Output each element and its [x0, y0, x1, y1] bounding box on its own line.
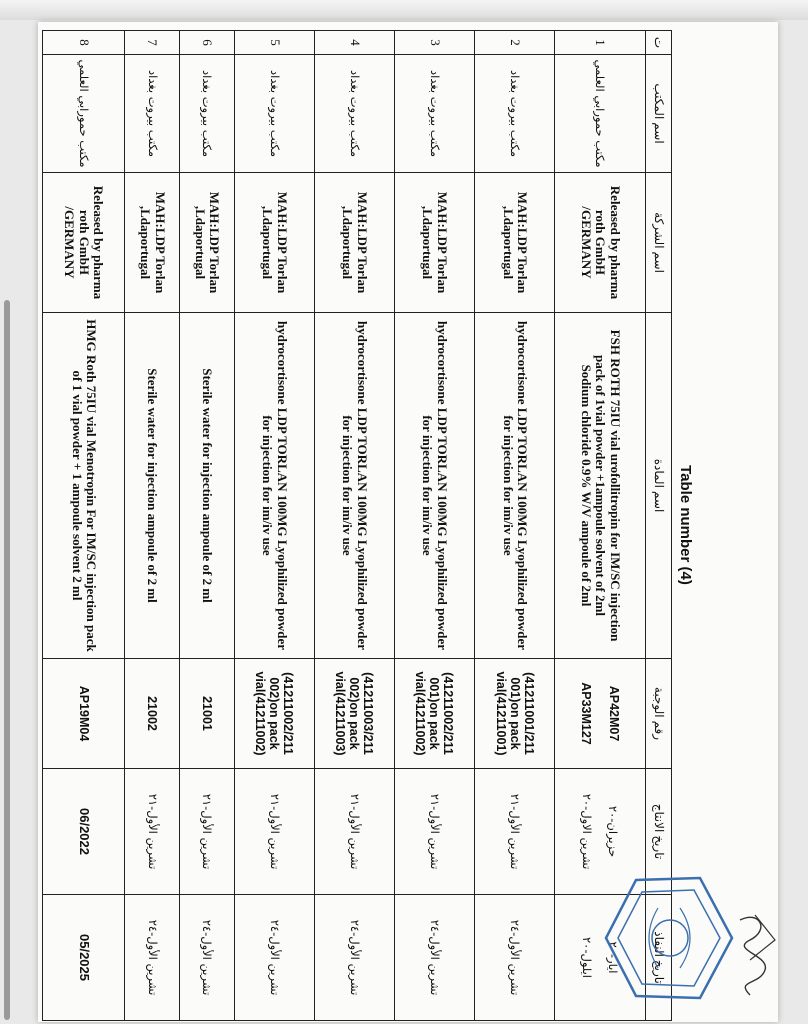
office-name: مكتب بيروت بغداد: [234, 55, 314, 173]
company-name: MAH:LDP Torlan ,Ldaportugal: [314, 173, 394, 313]
header-production-date: تاريخ الانتاج: [645, 769, 671, 895]
header-number: ت: [645, 31, 671, 55]
header-office: اسم المكتب: [645, 55, 671, 173]
company-name: MAH:LDP Torlan ,Ldaportugal: [234, 173, 314, 313]
production-date: حزيران-٢٠ تشرين الاول-٢٠: [555, 769, 646, 895]
table-row: [43, 31, 125, 1021]
batch-number: 21002: [125, 659, 180, 769]
official-stamp: [600, 868, 740, 1008]
office-name: مكتب بيروت بغداد: [475, 55, 555, 173]
material-name: hydrocortisone LDP TORLAN 100MG Lyophilized powder for injection for im/iv use: [234, 313, 314, 659]
office-name: مكتب بيروت بغداد: [314, 55, 394, 173]
production-date: تشرين الأول-٢١: [125, 769, 180, 895]
batch-number: (41211003/211 002)on pack vial(41211003): [314, 659, 394, 769]
products-table: [42, 30, 672, 1021]
table-row: [394, 31, 474, 1021]
row-number: 4: [314, 31, 394, 55]
table-row: [314, 31, 394, 1021]
row-number: 3: [394, 31, 474, 55]
company-name: MAH:LDP Torlan ,Ldaportugal: [394, 173, 474, 313]
office-name: مكتب حمورابي العلمي: [555, 55, 646, 173]
material-name: Sterile water for injection ampoule of 2 ml: [125, 313, 180, 659]
office-name: مكتب بيروت بغداد: [180, 55, 235, 173]
company-name: MAH:LDP Torlan ,Ldaportugal: [180, 173, 235, 313]
batch-number: 21001: [180, 659, 235, 769]
table-row: [475, 31, 555, 1021]
production-date: تشرين الأول-٢١: [180, 769, 235, 895]
material-name: HMG Roth 75IU vial Menotropin For IM/SC injection pack of 1 vial powder + 1 ampoule solvent 2 ml: [43, 313, 125, 659]
expiry-date: تشرين الأول-٢٤: [314, 895, 394, 1021]
header-batch: رقم الوجبة: [645, 659, 671, 769]
expiry-date: تشرين الأول-٢٤: [234, 895, 314, 1021]
production-date: تشرين الأول-٢١: [394, 769, 474, 895]
row-number: 2: [475, 31, 555, 55]
scroll-indicator: [4, 300, 10, 1020]
material-name: hydrocortisone LDP TORLAN 100MG Lyophilized powder for injection for im/iv use: [394, 313, 474, 659]
table-row: [180, 31, 235, 1021]
expiry-date: ايار-٢٠ ايلول-٢٠: [555, 895, 646, 1021]
batch-number: AP19M04: [43, 659, 125, 769]
batch-number: AP42M07 AP33M127: [555, 659, 646, 769]
row-number: 8: [43, 31, 125, 55]
expiry-date: تشرين الأول-٢٤: [475, 895, 555, 1021]
table-row: [125, 31, 180, 1021]
expiry-date: تشرين الأول-٢٤: [394, 895, 474, 1021]
header-company: اسم الشركة: [645, 173, 671, 313]
row-number: 5: [234, 31, 314, 55]
expiry-date: تشرين الأول-٢٤: [180, 895, 235, 1021]
company-name: Released by pharma roth GmbH /GERMANY: [43, 173, 125, 313]
production-date: تشرين الأول-٢١: [314, 769, 394, 895]
table-title: Table number (4): [677, 465, 694, 585]
expiry-date: تشرين الأول-٢٤: [125, 895, 180, 1021]
company-name: MAH:LDP Torlan ,Ldaportugal: [475, 173, 555, 313]
production-date: تشرين الأول-٢١: [234, 769, 314, 895]
header-expiry-date: تاريخ النفاذ: [645, 895, 671, 1021]
office-name: مكتب حمورابي العلمي: [43, 55, 125, 173]
batch-number: (41211001/211 001)on pack vial(41211001): [475, 659, 555, 769]
row-number: 7: [125, 31, 180, 55]
table-row: [234, 31, 314, 1021]
top-strip: [0, 0, 808, 20]
header-material: اسم المادة: [645, 313, 671, 659]
production-date: 06/2022: [43, 769, 125, 895]
row-number: 1: [555, 31, 646, 55]
office-name: مكتب بيروت بغداد: [125, 55, 180, 173]
office-name: مكتب بيروت بغداد: [394, 55, 474, 173]
material-name: hydrocortisone LDP TORLAN 100MG Lyophilized powder for injection for im/iv use: [475, 313, 555, 659]
production-date: تشرين الأول-٢١: [475, 769, 555, 895]
signature: [720, 900, 790, 1000]
material-name: hydrocortisone LDP TORLAN 100MG Lyophilized powder for injection for im/iv use: [314, 313, 394, 659]
material-name: Sterile water for injection ampoule of 2 ml: [180, 313, 235, 659]
company-name: MAH:LDP Torlan ,Ldaportugal: [125, 173, 180, 313]
row-number: 6: [180, 31, 235, 55]
rotated-sheet: [38, 30, 698, 1020]
expiry-date: 05/2025: [43, 895, 125, 1021]
material-name: FSH ROTH 75IU vial urofollitropin for IM/SC injection pack of 1vial powder +1ampoule solvent of 2ml Sodium chloride 0.9% W/V ampoule of 2ml: [555, 313, 646, 659]
batch-number: (41211002/211 001)on pack vial(41211002): [394, 659, 474, 769]
batch-number: (41211002/211 002)on pack vial(41211002): [234, 659, 314, 769]
company-name: Released by pharma roth GmbH /GERMANY: [555, 173, 646, 313]
